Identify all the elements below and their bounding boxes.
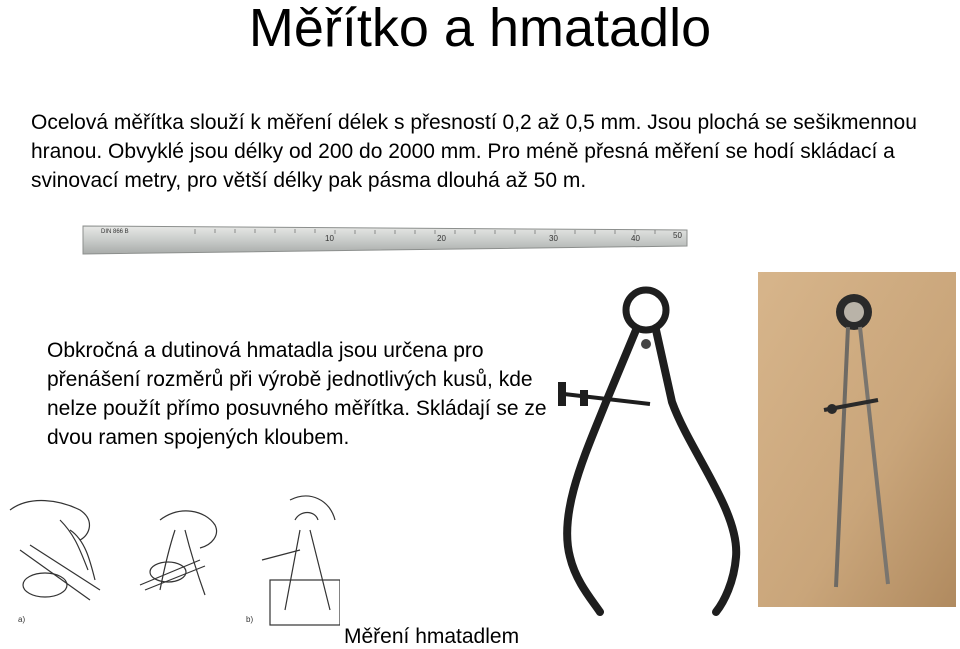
ruler-number-10: 10 xyxy=(325,234,334,243)
sketch-label-a: a) xyxy=(18,615,26,624)
ruler-label: DIN 866 B xyxy=(101,229,129,235)
image-caption: Měření hmatadlem xyxy=(344,625,520,648)
intro-paragraph: Ocelová měřítka slouží k měření délek s přesností 0,2 až 0,5 mm. Jsou plochá se sešikmennou hranou. Obvyklé jsou délky od 200 do 2000 mm. Pro méně přesná měření se hodí skládací a svinovací metry, pro větší délky pak pásma dlouhá až 50 m. xyxy=(31,111,917,192)
ruler-number-50: 50 xyxy=(673,231,682,240)
ruler-number-20: 20 xyxy=(437,234,446,243)
caliper-photo xyxy=(758,272,956,607)
outside-caliper-image xyxy=(540,282,755,617)
ruler-number-30: 30 xyxy=(549,234,558,243)
calipers-paragraph: Obkročná a dutinová hmatadla jsou určena pro přenášení rozměrů při výrobě jednotlivých kusů, kde nelze použít přímo posuvného měřítka. Skládají se ze dvou ramen spojených kloubem. xyxy=(47,339,547,449)
sketch-label-b: b) xyxy=(246,615,254,624)
caliper-usage-sketches xyxy=(0,490,340,630)
ruler-number-40: 40 xyxy=(631,234,640,243)
steel-ruler-image xyxy=(75,220,695,262)
slide-title: Měřítko a hmatadlo xyxy=(248,0,712,58)
